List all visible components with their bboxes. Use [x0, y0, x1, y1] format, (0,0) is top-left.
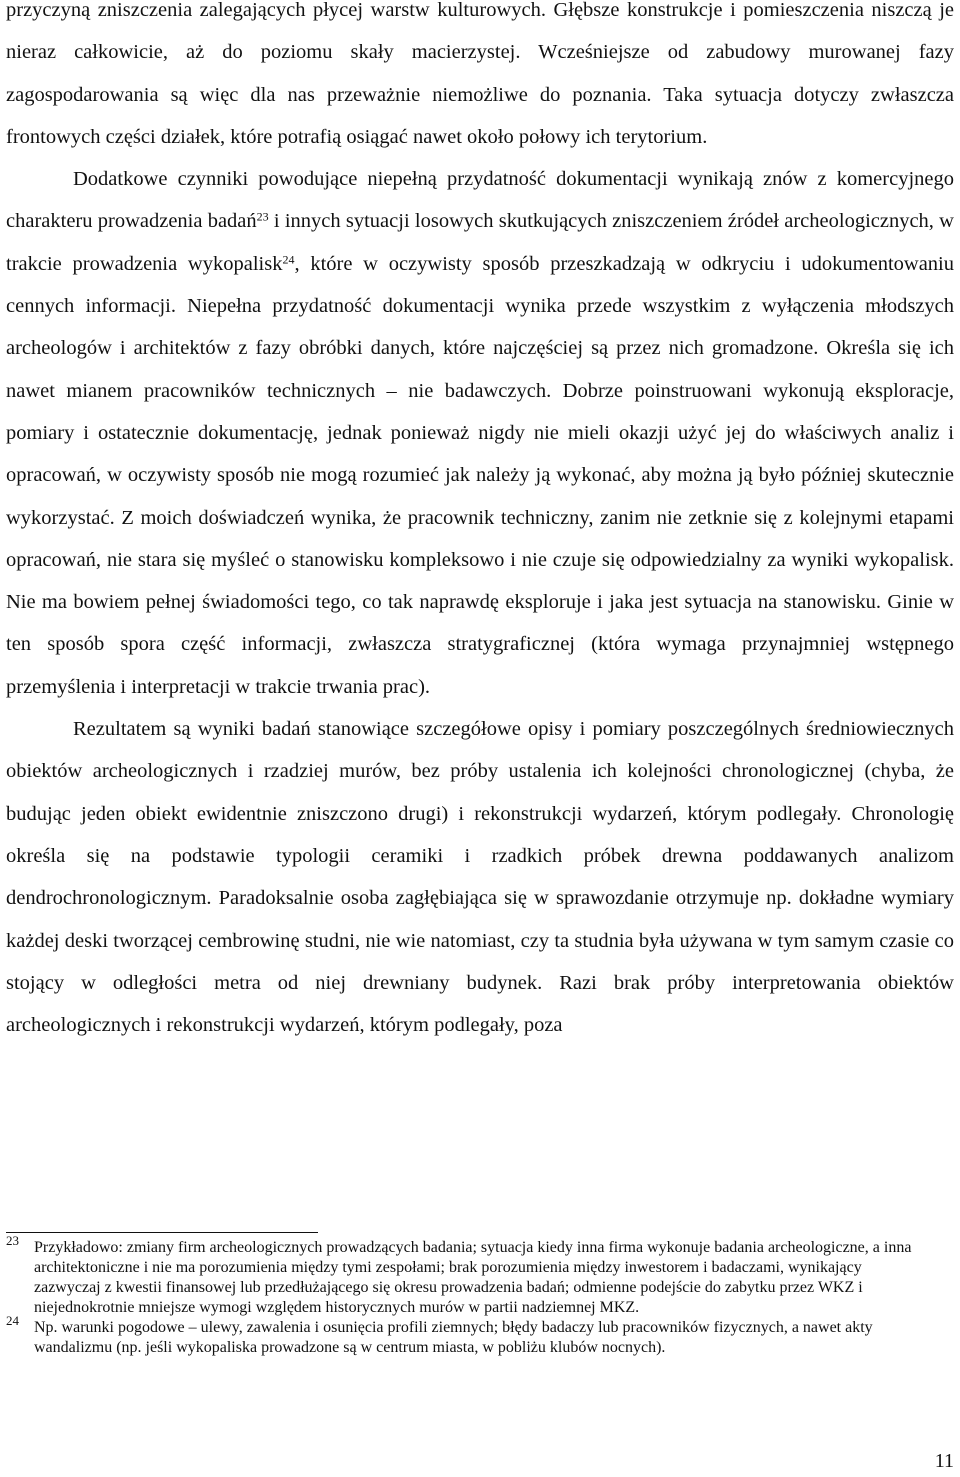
footnote-24	[6, 1313, 931, 1358]
footnote-text: Przykładowo: zmiany firm archeologicznych prowadzących badania; sytuacja kiedy inna firma wykonuje badania archeologiczne, a inna architektoniczne i nie ma porozumienia między tymi zespołami; brak porozumienia między inwestorem i badaczami, wynikający zazwyczaj z kwestii finansowej lub przedłużającego się okresu prowadzenia badań; odmienne podejście do zabytku przez WKZ i niejednokrotnie mniejsze wymogi względem historycznych murów w partii nadziemnej MKZ.	[34, 1239, 912, 1316]
page-number: 11	[934, 1450, 954, 1472]
footnote-number: 24	[6, 1313, 19, 1328]
footnote-number: 23	[6, 1233, 19, 1248]
footnote-23	[6, 1233, 931, 1318]
paragraph-1: przyczyną zniszczenia zalegających płycej warstw kulturowych. Głębsze konstrukcje i pomieszczenia niszczą je nieraz całkowicie, aż do poziomu skały macierzystej. Wcześniejsze od zabudowy murowanej fazy zagospodarowania są więc dla nas przeważnie niemożliwe do poznania. Taka sytuacja dotyczy zwłaszcza frontowych części działek, które potrafią osiągać nawet około połowy ich terytorium.	[6, 0, 954, 148]
paragraph-2-part-1: Dodatkowe czynniki powodujące niepełną przydatność dokumentacji wynikają znów z komercyjnego charakteru prowadzenia badań	[6, 168, 954, 233]
footnote-text: Np. warunki pogodowe – ulewy, zawalenia i osunięcia profili ziemnych; błędy badaczy lub pracowników fizycznych, a nawet akty wandalizmu (np. jeśli wykopaliska prowadzone są w centrum miasta, w pobliżu klubów nocnych).	[34, 1319, 873, 1356]
footnote-ref-24[interactable]: 24	[282, 252, 295, 267]
footnote-ref-23[interactable]: 23	[256, 209, 269, 224]
paragraph-3: Rezultatem są wyniki badań stanowiące szczegółowe opisy i pomiary poszczególnych średniowiecznych obiektów archeologicznych i rzadziej murów, bez próby ustalenia ich kolejności chronologicznej (chyba, że budując jeden obiekt ewidentnie zniszczono drugi) i rekonstrukcji wydarzeń, którym podlegały. Chronologię określa się na podstawie typologii ceramiki i rzadkich próbek drewna poddawanych analizom dendrochronologicznym. Paradoksalnie osoba zagłębiająca się w sprawozdanie otrzymuje np. dokładne wymiary każdej deski tworzącej cembrowinę studni, nie wie natomiast, czy ta studnia była używana w tym samym czasie co stojący w odległości metra od niej drewniany budynek. Razi brak próby interpretowania obiektów archeologicznych i rekonstrukcji wydarzeń, którym podlegały, poza	[6, 718, 954, 1037]
paragraph-2-part-2: i innych sytuacji losowych skutkujących zniszczeniem źródeł archeologicznych, w trakcie prowadzenia wykopalisk	[6, 210, 954, 275]
paragraph-2	[6, 158, 954, 708]
footnotes	[6, 1233, 931, 1358]
footnote-separator	[6, 1232, 318, 1233]
main-text	[6, 0, 954, 1046]
paragraph-2-part-3: , które w oczywisty sposób przeszkadzają w odkryciu i udokumentowaniu cennych informacji. Niepełna przydatność dokumentacji wynika przede wszystkim z wyłączenia młodszych archeologów i architektów z fazy obróbki danych, które najczęściej są przez nich gromadzone. Określa się ich nawet mianem pracowników technicznych – nie badawczych. Dobrze poinstruowani wykonują eksploracje, pomiary i ostatecznie dokumentację, jednak ponieważ nigdy nie mieli okazji użyć jej do właściwych analiz i opracowań, w oczywisty sposób nie mogą rozumieć jak należy ją wykonać, aby można ją było później skutecznie wykorzystać. Z moich doświadczeń wynika, że pracownik techniczny, zanim nie zetknie się z kolejnymi etapami opracowań, nie stara się myśleć o stanowisku kompleksowo i nie czuje się odpowiedzialny za wyniki wykopalisk. Nie ma bowiem pełnej świadomości tego, co tak naprawdę eksploruje i jaka jest sytuacja na stanowisku. Ginie w ten sposób spora część informacji, zwłaszcza stratygraficznej (która wymaga przynajmniej wstępnego przemyślenia i interpretacji w trakcie trwania prac).	[6, 252, 955, 698]
